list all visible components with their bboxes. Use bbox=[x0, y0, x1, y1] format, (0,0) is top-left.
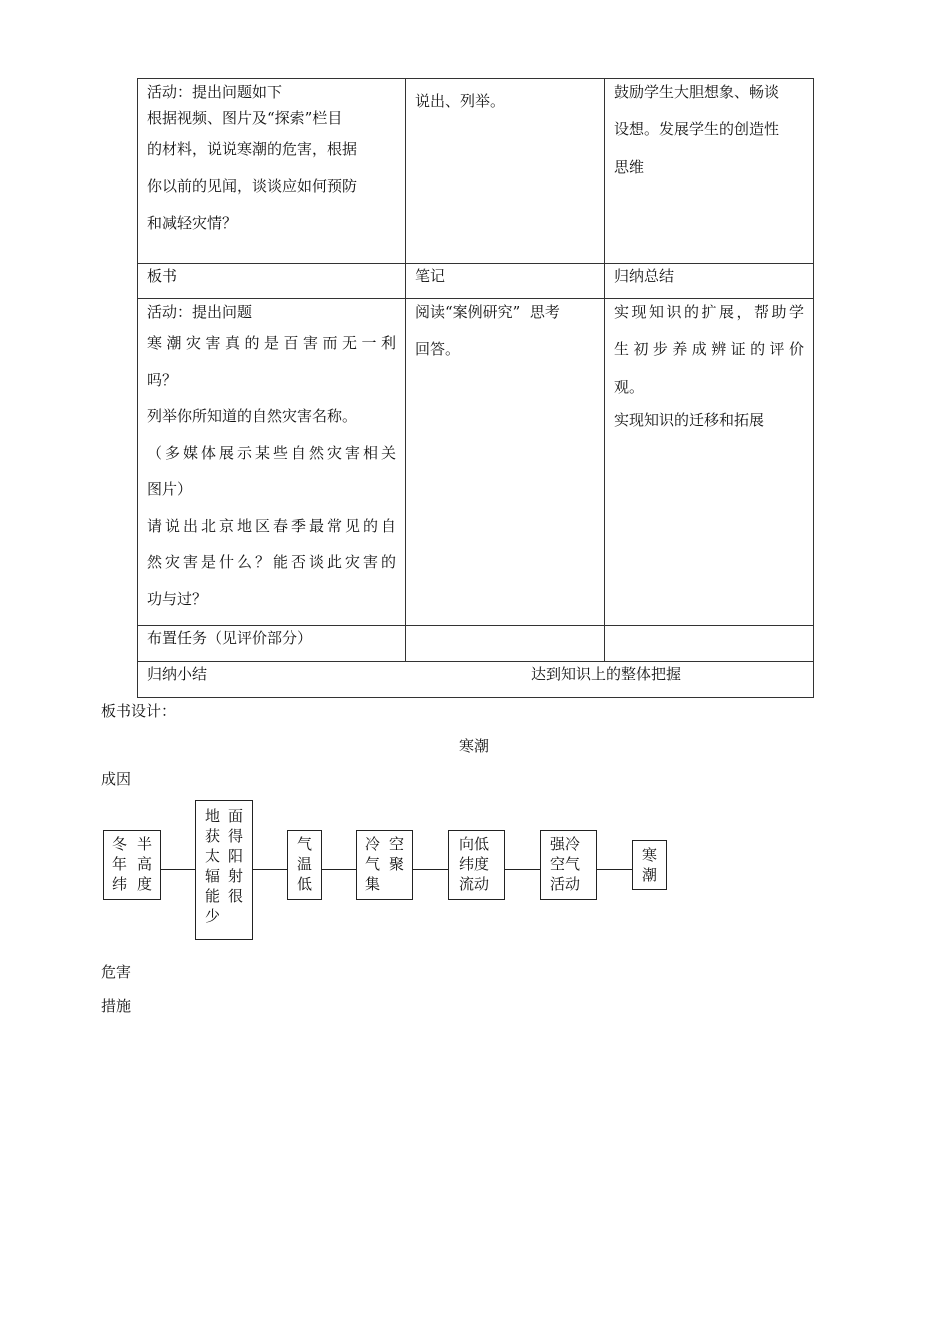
purpose-cell bbox=[605, 79, 814, 264]
box-line: 低 bbox=[297, 875, 313, 893]
cell-line: 功与过？ bbox=[147, 589, 208, 608]
box-line: 集 bbox=[365, 875, 381, 893]
box-line: 能 很 bbox=[205, 887, 243, 905]
cell-line: 你以前的见闻，谈谈应如何预防 bbox=[147, 177, 358, 195]
cell-line: 根据视频、图片及“探索”栏目 bbox=[147, 109, 343, 127]
flow-box-flows-south bbox=[448, 830, 505, 900]
measure-label: 措施 bbox=[101, 997, 132, 1015]
cell-line: 鼓励学生大胆想象、畅谈 bbox=[614, 83, 780, 101]
box-line: 气 bbox=[297, 835, 313, 853]
cell-line: 寒潮灾害真的是百害而无一利 bbox=[147, 334, 396, 352]
cell-line: 生初步养成辨证的评价 bbox=[614, 340, 804, 358]
box-line: 冬 半 bbox=[112, 835, 152, 853]
box-line: 活动 bbox=[550, 875, 581, 893]
cell-line: 思维 bbox=[614, 158, 645, 176]
table-header-cell: 板书 bbox=[138, 264, 406, 299]
connector-line bbox=[413, 869, 448, 870]
cell-line: 活动：提出问题 bbox=[147, 303, 253, 321]
box-line: 向低 bbox=[459, 835, 490, 853]
box-line: 冷 空 bbox=[365, 835, 404, 853]
table-row bbox=[138, 662, 814, 698]
cell-line: 列举你所知道的自然灾害名称。 bbox=[147, 407, 358, 425]
flow-box-cold-air-activity bbox=[540, 830, 597, 900]
cell-line: 吗？ bbox=[147, 370, 178, 389]
flow-box-high-latitude bbox=[103, 830, 161, 900]
table-row bbox=[138, 299, 814, 626]
table-row bbox=[138, 79, 814, 264]
connector-line bbox=[505, 869, 540, 870]
table-row bbox=[138, 626, 814, 662]
activity-cell bbox=[138, 299, 406, 626]
board-title: 寒潮 bbox=[459, 737, 490, 755]
box-line: 纬度 bbox=[459, 855, 490, 873]
box-line: 气 聚 bbox=[365, 855, 404, 873]
flow-box-low-temperature bbox=[287, 830, 322, 900]
box-line: 年 高 bbox=[112, 855, 152, 873]
flow-box-cold-wave bbox=[632, 840, 667, 890]
cell-line: 活动：提出问题如下 bbox=[147, 83, 283, 101]
box-line: 地 面 bbox=[205, 807, 243, 825]
cell-line: 和减轻灾情？ bbox=[147, 214, 238, 232]
box-line: 辐射 bbox=[205, 867, 243, 885]
cell-line: 请说出北京地区春季最常见的自 bbox=[147, 516, 396, 535]
board-design-heading: 板书设计： bbox=[101, 702, 177, 720]
student-cell bbox=[406, 79, 605, 264]
box-line: 流动 bbox=[459, 875, 490, 893]
box-line: 获得 bbox=[205, 827, 243, 845]
summary-cell bbox=[138, 662, 814, 698]
flow-box-solar-radiation bbox=[195, 800, 253, 940]
connector-line bbox=[253, 869, 287, 870]
connector-line bbox=[322, 869, 356, 870]
student-cell bbox=[406, 299, 605, 626]
cell-line: 设想。发展学生的创造性 bbox=[614, 120, 780, 138]
task-cell: 布置任务（见评价部分） bbox=[138, 626, 406, 662]
connector-line bbox=[161, 869, 195, 870]
cell-line: 的材料，说说寒潮的危害，根据 bbox=[147, 140, 358, 158]
box-line: 温 bbox=[297, 855, 313, 873]
box-line: 纬度 bbox=[112, 875, 152, 893]
cell-line: 说出、列举。 bbox=[415, 92, 506, 110]
cause-label: 成因 bbox=[101, 770, 132, 788]
table-header-cell: 归纳总结 bbox=[605, 264, 814, 299]
summary-label: 归纳小结 bbox=[147, 665, 208, 683]
cell-line: 观。 bbox=[614, 378, 645, 396]
harm-label: 危害 bbox=[101, 963, 132, 981]
empty-cell bbox=[605, 626, 814, 662]
cell-line: 然灾害是什么？能否谈此灾害的 bbox=[147, 553, 396, 571]
box-line: 太 阳 bbox=[205, 847, 243, 865]
purpose-cell bbox=[605, 299, 814, 626]
cell-line: （多媒体展示某些自然灾害相关 bbox=[147, 443, 396, 462]
box-line: 强冷 bbox=[550, 835, 581, 853]
connector-line bbox=[597, 869, 632, 870]
box-line: 潮 bbox=[642, 866, 658, 884]
box-line: 空气 bbox=[550, 855, 581, 873]
cell-line: 图片） bbox=[147, 480, 193, 498]
cell-line: 阅读“案例研究” 思考 bbox=[415, 303, 560, 321]
cell-line: 实现知识的扩展，帮助学 bbox=[614, 303, 804, 321]
table-row bbox=[138, 264, 814, 299]
lesson-table bbox=[137, 78, 814, 698]
cell-line: 回答。 bbox=[415, 340, 461, 358]
summary-note: 达到知识上的整体把握 bbox=[531, 665, 682, 683]
box-line: 少 bbox=[205, 907, 221, 925]
box-line: 寒 bbox=[642, 846, 658, 864]
flow-box-cold-air-gathers bbox=[356, 830, 413, 900]
table-header-cell: 笔记 bbox=[406, 264, 605, 299]
empty-cell bbox=[406, 626, 605, 662]
cell-line: 实现知识的迁移和拓展 bbox=[614, 411, 765, 429]
activity-cell bbox=[138, 79, 406, 264]
